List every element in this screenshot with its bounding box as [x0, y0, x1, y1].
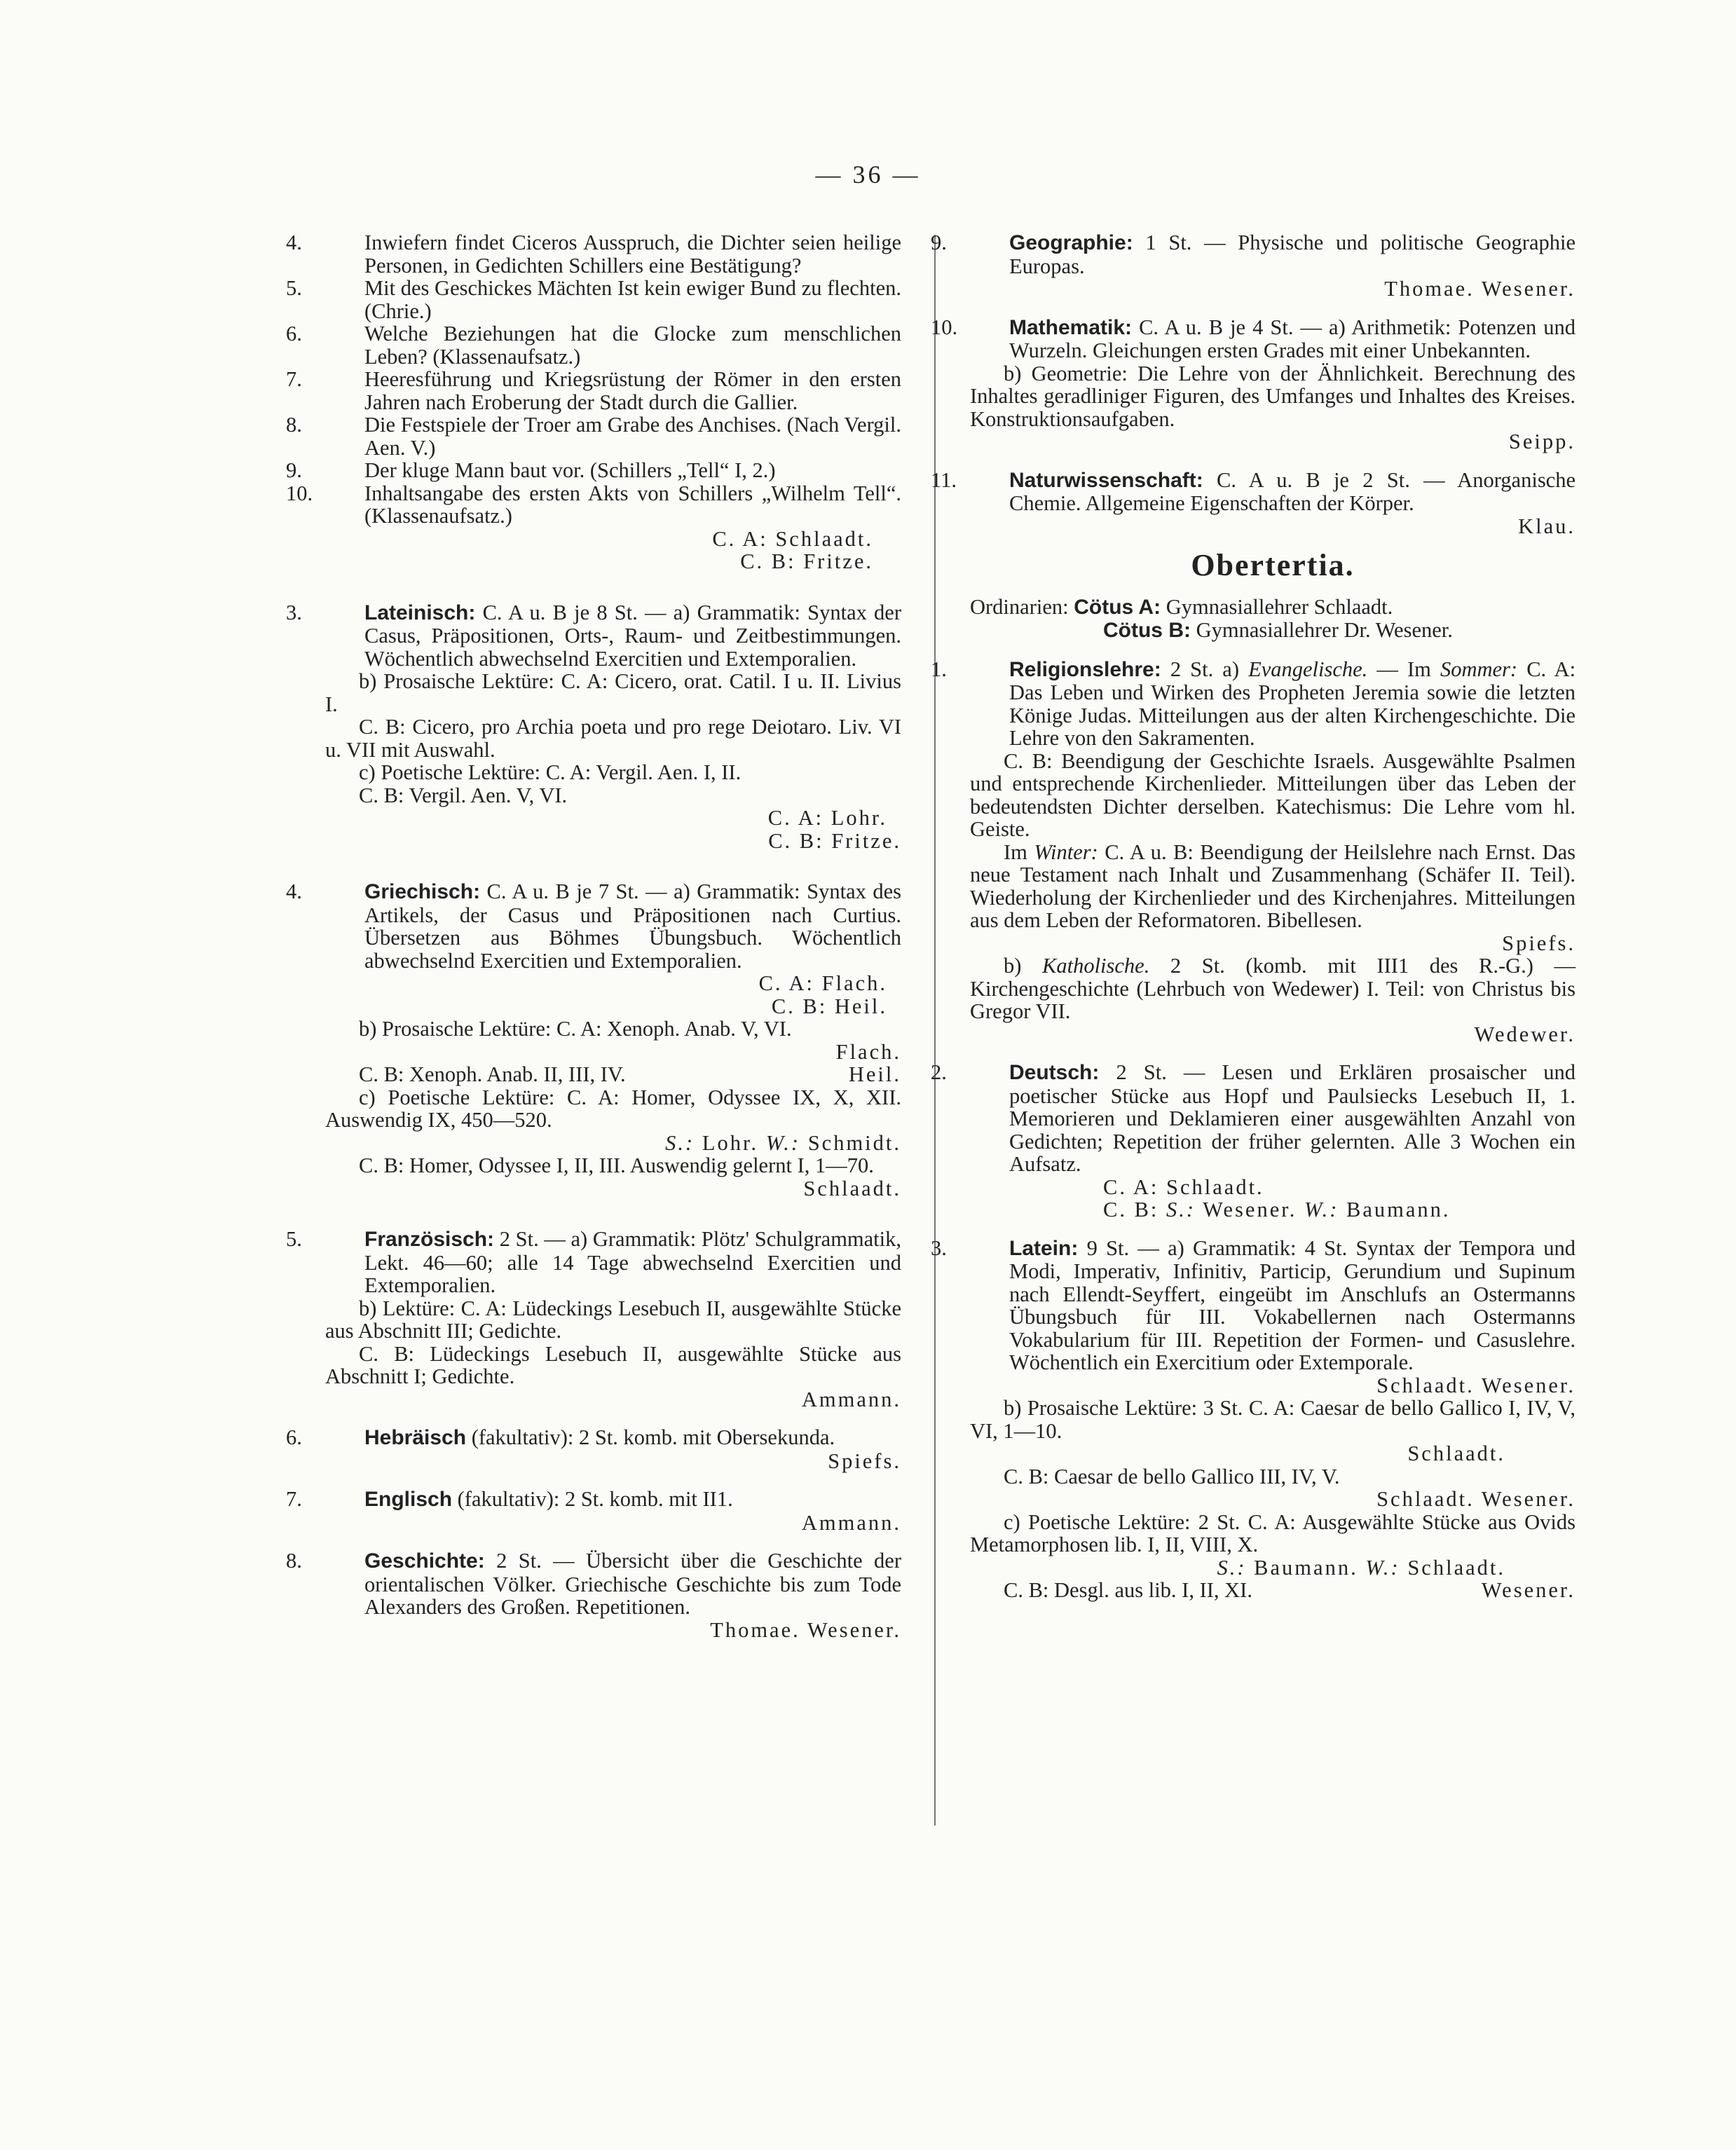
- subject-religion: 1. Religionslehre: 2 St. a) Evangelische. — Im Sommer: C. A: Das Leben und Wirken des Propheten Jeremia sowie die letzten Könige Judas. Mitteilungen aus der alten Kirchengeschichte. Die Lehre von den Sakramenten. C. B: Beendigung der Geschichte Israels. Ausgewählte Psalmen und entsprechende Kirchenlieder. Mitteilungen über das Leben der bedeutendsten Dichter derselben. Katechismus: Die Lehre vom hl. Geiste. Im Winter: C. A u. B: Beendigung der Heilslehre nach Ernst. Das neue Testament nach Inhalt und Zusammenhang (Schäfer II. Teil). Wiederholung der Kirchenlieder und des Kirchenjahres. Mitteilungen aus dem Leben der Reformatoren. Bibellesen. Spiefs. b) Katholische. 2 St. (komb. mit III1 des R.-G.) — Kirchengeschichte (Lehrbuch von Wedewer) I. Teil: von Christus bis Gregor VII. Wedewer.: [931, 657, 1576, 1046]
- left-column: [286, 231, 901, 1642]
- teacher-signature: Schlaadt.: [1407, 1442, 1505, 1465]
- subject-title: Geographie:: [1009, 231, 1133, 254]
- subject-number: 9.: [931, 231, 947, 254]
- subject-natural-science: 11. Naturwissenschaft: C. A u. B je 2 St. — Anorganische Chemie. Allgemeine Eigenschaften der Körper. Klau.: [931, 467, 1576, 538]
- subject-title: Deutsch:: [1009, 1061, 1100, 1084]
- essay-topics-list: [286, 231, 901, 573]
- teacher-signature: C. B: Fritze.: [768, 828, 901, 853]
- teacher-signature: Schlaadt. Wesener.: [1376, 1373, 1576, 1397]
- essay-topic: 5. Mit des Geschickes Mächten Ist kein ewiger Bund zu flechten. (Chrie.): [286, 276, 901, 323]
- teacher-signature: Spiefs.: [828, 1449, 901, 1473]
- teacher-signature: C. A: Lohr.: [767, 806, 887, 830]
- subject-greek: 4. Griechisch: C. A u. B je 7 St. — a) Grammatik: Syntax des Artikels, der Casus und Präpositionen nach Curtius. Übersetzen aus Böhmes Übungsbuch. Wöchentlich abwechselnd Exercitien und Extemporalien. C. A: Flach. C. B: Heil. b) Prosaische Lektüre: C. A: Xenoph. Anab. V, VI. Flach. C. B: Xenoph. Anab. II, III, IV. Heil. c) Poetische Lektüre: C. A: Homer, Odyssee IX, X, XII. Auswendig IX, 450—520. S.: Lohr. W.: Schmidt. C. B: Homer, Odyssee I, II, III. Auswendig gelernt I, 1—70. Schlaadt.: [286, 879, 901, 1200]
- subject-number: 10.: [931, 315, 958, 339]
- teacher-signature: Klau.: [1518, 514, 1576, 538]
- subject-geography: 9. Geographie: 1 St. — Physische und politische Geographie Europas. Thomae. Wesener.: [931, 231, 1576, 301]
- right-column: [931, 231, 1576, 1602]
- subject-number: 1.: [931, 657, 947, 681]
- teacher-signature: Thomae. Wesener.: [1384, 277, 1576, 301]
- subject-english: 7. Englisch (fakultativ): 2 St. komb. mit II1. Ammann.: [286, 1487, 901, 1535]
- teacher-signature: Flach.: [835, 1039, 901, 1064]
- subject-latin-obertertia: 3. Latein: 9 St. — a) Grammatik: 4 St. Syntax der Tempora und Modi, Imperativ, Infinitiv, Particip, Gerundium und Supinum nach Ellendt-Seyffert, eingeübt im Anschlufs an Ostermanns Übungsbuch für III. Vokabellernen nach Ostermanns Vokabularium für III. Repetition der Formen- und Casuslehre. Wöchentlich ein Exercitium oder Extemporale. Schlaadt. Wesener. b) Prosaische Lektüre: 3 St. C. A: Caesar de bello Gallico I, IV, V, VI, 1—10. Schlaadt. C. B: Caesar de bello Gallico III, IV, V. Schlaadt. Wesener. c) Poetische Lektüre: 2 St. C. A: Ausgewählte Stücke aus Ovids Metamorphosen lib. I, II, VIII, X. S.: Baumann. W.: Schlaadt. C. B: Desgl. aus lib. I, II, XI. Wesener.: [931, 1235, 1576, 1602]
- subject-number: 3.: [931, 1235, 947, 1260]
- teacher-signature: C. A: Schlaadt.: [1103, 1175, 1264, 1199]
- subject-history: 8. Geschichte: 2 St. — Übersicht über die Geschichte der orientalischen Völker. Griechische Geschichte bis zum Tode Alexanders des Großen. Repetitionen. Thomae. Wesener.: [286, 1549, 901, 1642]
- subject-latin: 3. Lateinisch: C. A u. B je 8 St. — a) Grammatik: Syntax der Casus, Präpositionen, Orts-, Raum- und Zeitbestimmungen. Wöchentlich abwechselnd Exercitien und Extemporalien. b) Prosaische Lektüre: C. A: Cicero, orat. Catil. I u. II. Livius I. C. B: Cicero, pro Archia poeta und pro rege Deiotaro. Liv. VI u. VII mit Auswahl. c) Poetische Lektüre: C. A: Vergil. Aen. I, II. C. B: Vergil. Aen. V, VI. C. A: Lohr. C. B: Fritze.: [286, 600, 901, 853]
- essay-topic: 9. Der kluge Mann baut vor. (Schillers „Tell“ I, 2.): [286, 458, 776, 482]
- subject-title: Französisch:: [364, 1228, 495, 1251]
- subject-title: Naturwissenschaft:: [1009, 468, 1203, 492]
- teacher-signature: C. B: Heil.: [771, 994, 887, 1018]
- subject-title: Latein:: [1009, 1236, 1079, 1260]
- subject-hebrew: 6. Hebräisch (fakultativ): 2 St. komb. mit Obersekunda. Spiefs.: [286, 1425, 901, 1473]
- subject-number: 2.: [931, 1060, 947, 1084]
- teacher-signature: Wesener.: [1481, 1578, 1576, 1602]
- subject-mathematics: 10. Mathematik: C. A u. B je 4 St. — a) Arithmetik: Potenzen und Wurzeln. Gleichungen ersten Grades mit einer Unbekannten. b) Geometrie: Die Lehre von der Ähnlichkeit. Berechnung des Inhaltes geradliniger Figuren, des Umfanges und Inhaltes des Kreises. Konstruktionsaufgaben. Seipp.: [931, 315, 1576, 453]
- subject-german: 2. Deutsch: 2 St. — Lesen und Erklären prosaischer und poetischer Stücke aus Hopf und Paulsiecks Lesebuch II, 1. Memorieren und Deklamieren einer ausgewählten Anzahl von Gedichten; Repetition der früher gelernten. Alle 3 Wochen ein Aufsatz. C. A: Schlaadt. C. B: S.: Wesener. W.: Baumann.: [931, 1060, 1576, 1221]
- teacher-signature: S.: Baumann. W.: Schlaadt.: [1217, 1555, 1505, 1580]
- teacher-signature: C. A: Schlaadt.: [712, 526, 873, 551]
- teacher-signature: C. A: Flach.: [758, 971, 887, 995]
- essay-topic: 6. Welche Beziehungen hat die Glocke zum menschlichen Leben? (Klassenaufsatz.): [286, 322, 901, 369]
- teacher-signature: Ammann.: [801, 1510, 901, 1535]
- subject-title: Englisch: [364, 1488, 453, 1511]
- essay-topic: 7. Heeresführung und Kriegsrüstung der Römer in den ersten Jahren nach Eroberung der Stadt durch die Gallier.: [286, 367, 901, 414]
- subject-title: Geschichte:: [364, 1549, 485, 1573]
- teacher-signature: Schlaadt.: [803, 1176, 901, 1200]
- essay-topic: 8. Die Festspiele der Troer am Grabe des Anchises. (Nach Vergil. Aen. V.): [286, 413, 901, 460]
- subject-title: Griechisch:: [364, 880, 481, 903]
- subject-title: Mathematik:: [1009, 315, 1133, 339]
- teacher-signature: Thomae. Wesener.: [710, 1617, 901, 1642]
- teacher-signature: Schlaadt. Wesener.: [1376, 1487, 1576, 1511]
- teacher-signature: Seipp.: [1508, 430, 1576, 453]
- subject-title: Religionslehre:: [1009, 657, 1161, 681]
- subject-french: 5. Französisch: 2 St. — a) Grammatik: Plötz' Schulgrammatik, Lekt. 46—60; alle 14 Tage abwechselnd Exercitien und Extemporalien. b) Lektüre: C. A: Lüdeckings Lesebuch II, ausgewählte Stücke aus Abschnitt III; Gedichte. C. B: Lüdeckings Lesebuch II, ausgewählte Stücke aus Abschnitt I; Gedichte. Ammann.: [286, 1227, 901, 1411]
- subject-number: 3.: [286, 600, 302, 624]
- subject-number: 7.: [286, 1487, 302, 1511]
- subject-number: 4.: [286, 879, 302, 903]
- essay-topic: 10. Inhaltsangabe des ersten Akts von Schillers „Wilhelm Tell“. (Klassenaufsatz.): [286, 481, 901, 528]
- teacher-signature: Ammann.: [801, 1387, 901, 1411]
- page-number: — 36 —: [815, 160, 921, 189]
- essay-topic: 4. Inwiefern findet Ciceros Ausspruch, die Dichter seien heilige Personen, in Gedichten Schillers eine Bestätigung?: [286, 231, 901, 278]
- subject-number: 8.: [286, 1549, 302, 1573]
- subject-number: 5.: [286, 1227, 302, 1251]
- subject-title: Hebräisch: [364, 1426, 467, 1449]
- section-title: Obertertia.: [1191, 548, 1355, 582]
- teacher-signature: Spiefs.: [1502, 931, 1576, 955]
- subject-title: Lateinisch:: [364, 601, 476, 624]
- ordinarien: Ordinarien: Cötus A: Gymnasiallehrer Schlaadt. Cötus B: Gymnasiallehrer Dr. Wesener.: [970, 594, 1453, 642]
- teacher-signature: C. B: S.: Wesener. W.: Baumann.: [1103, 1198, 1451, 1221]
- subject-number: 11.: [931, 467, 957, 492]
- subject-number: 6.: [286, 1425, 302, 1449]
- teacher-signature: C. B: Fritze.: [740, 549, 873, 573]
- teacher-signature: S.: Lohr. W.: Schmidt.: [665, 1130, 901, 1155]
- teacher-signature: Wedewer.: [1474, 1022, 1576, 1046]
- teacher-signature: Heil.: [848, 1062, 901, 1086]
